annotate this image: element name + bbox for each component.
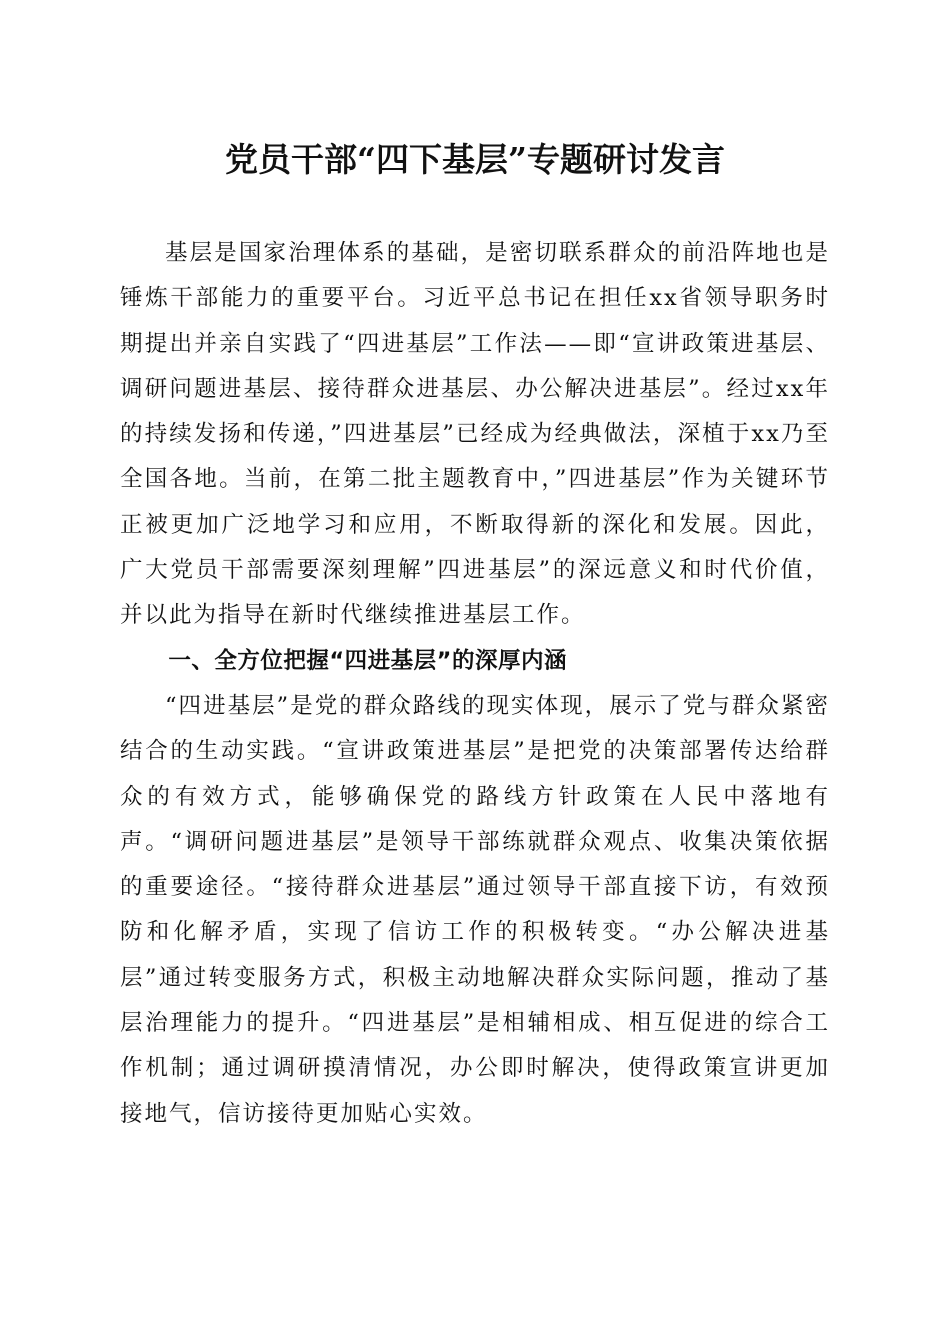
- document-title: 党员干部“四下基层”专题研讨发言: [225, 140, 725, 179]
- section-1-paragraph: “四进基层”是党的群众路线的现实体现，展示了党与群众紧密结合的生动实践。“宣讲政策进基层”是把党的决策部署传达给群众的有效方式，能够确保党的路线方针政策在人民中落地有声。“调研问题进基层”是领导干部练就群众观点、收集决策依据的重要途径。“接待群众进基层”通过领导干部直接下访，有效预防和化解矛盾，实现了信访工作的积极转变。“办公解决进基层”通过转变服务方式，积极主动地解决群众实际问题，推动了基层治理能力的提升。“四进基层”是相辅相成、相互促进的综合工作机制；通过调研摸清情况，办公即时解决，使得政策宣讲更加接地气，信访接待更加贴心实效。: [120, 692, 830, 1127]
- document-body: [120, 231, 830, 1137]
- section-1-heading: 一、全方位把握“四进基层”的深厚内涵: [168, 647, 567, 674]
- intro-paragraph: 基层是国家治理体系的基础，是密切联系群众的前沿阵地也是锤炼干部能力的重要平台。习近平总书记在担任xx省领导职务时期提出并亲自实践了“四进基层”工作法——即“宣讲政策进基层、调研问题进基层、接待群众进基层、办公解决进基层”。经过xx年的持续发扬和传递，”四进基层”已经成为经典做法，深植于xx乃至全国各地。当前，在第二批主题教育中，”四进基层”作为关键环节正被更加广泛地学习和应用，不断取得新的深化和发展。因此，广大党员干部需要深刻理解”四进基层”的深远意义和时代价值，并以此为指导在新时代继续推进基层工作。: [120, 240, 830, 629]
